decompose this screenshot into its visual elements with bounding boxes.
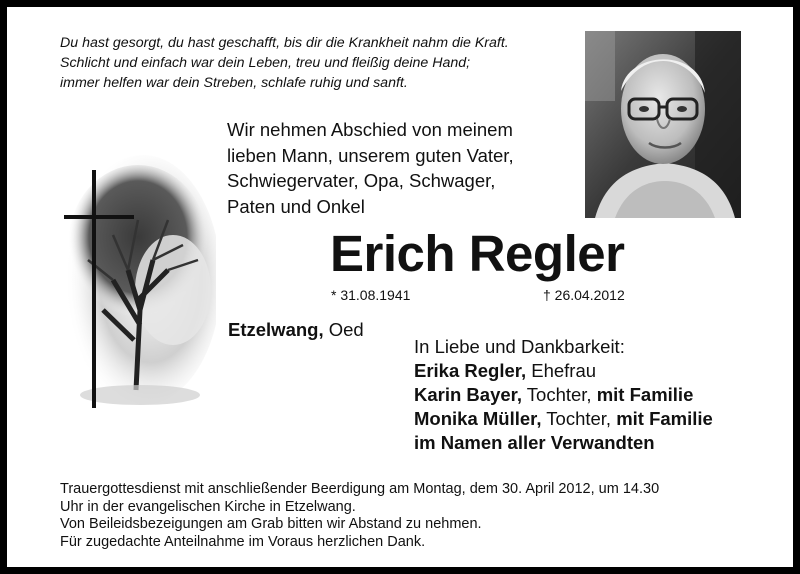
mourners-closing [414, 431, 713, 455]
residence [228, 318, 364, 342]
service-line: Trauergottesdienst mit anschließender Beerdigung am Montag, dem 30. April 2012, um 14.30 [60, 481, 660, 497]
mourner-name: Karin Bayer, [414, 384, 522, 405]
mourner-name: Monika Müller, [414, 408, 542, 429]
birth-date: * 31.08.1941 [331, 287, 411, 303]
farewell-intro [227, 117, 587, 219]
residence-district: Oed [323, 319, 364, 340]
mourner-extra: mit Familie [616, 408, 713, 429]
poem-line: Schlicht und einfach war dein Leben, treu und fleißig deine Hand; [60, 55, 471, 71]
mourner-row [414, 359, 713, 383]
cross-and-tree-emblem [58, 150, 216, 410]
mourner-role: Ehefrau [526, 360, 597, 381]
service-notice [60, 481, 750, 551]
portrait-photo-icon [585, 31, 741, 218]
mourners-closing-text: im Namen aller Verwandten [414, 432, 655, 453]
mourner-role: Tochter, [521, 384, 597, 405]
memorial-poem [60, 33, 585, 93]
mourner-role: Tochter, [541, 408, 617, 429]
mourner-row [414, 383, 713, 407]
mourner-row [414, 407, 713, 431]
poem-line: immer helfen war dein Streben, schlafe ruhig und sanft. [60, 75, 408, 91]
service-line: Von Beileidsbezeigungen am Grab bitten wir Abstand zu nehmen. [60, 516, 482, 532]
intro-line: Paten und Onkel [227, 195, 365, 217]
mourner-name: Erika Regler, [414, 360, 527, 381]
poem-line: Du hast gesorgt, du hast geschafft, bis dir die Krankheit nahm die Kraft. [60, 35, 509, 51]
service-line: Für zugedachte Anteilnahme im Voraus herzlichen Dank. [60, 533, 426, 550]
deceased-name: Erich Regler [330, 225, 625, 282]
portrait-photo [585, 31, 741, 218]
death-date: † 26.04.2012 [543, 287, 625, 303]
residence-town: Etzelwang, [228, 319, 324, 340]
mourner-extra: mit Familie [596, 384, 694, 405]
intro-line: Wir nehmen Abschied von meinem [227, 119, 513, 140]
intro-line: lieben Mann, unserem guten Vater, [227, 144, 514, 166]
cross-and-tree-icon [58, 150, 216, 410]
mourners-heading: In Liebe und Dankbarkeit: [414, 336, 625, 357]
intro-line: Schwiegervater, Opa, Schwager, [227, 170, 496, 191]
mourners-block [414, 335, 713, 455]
service-line: Uhr in der evangelischen Kirche in Etzelwang. [60, 498, 356, 515]
